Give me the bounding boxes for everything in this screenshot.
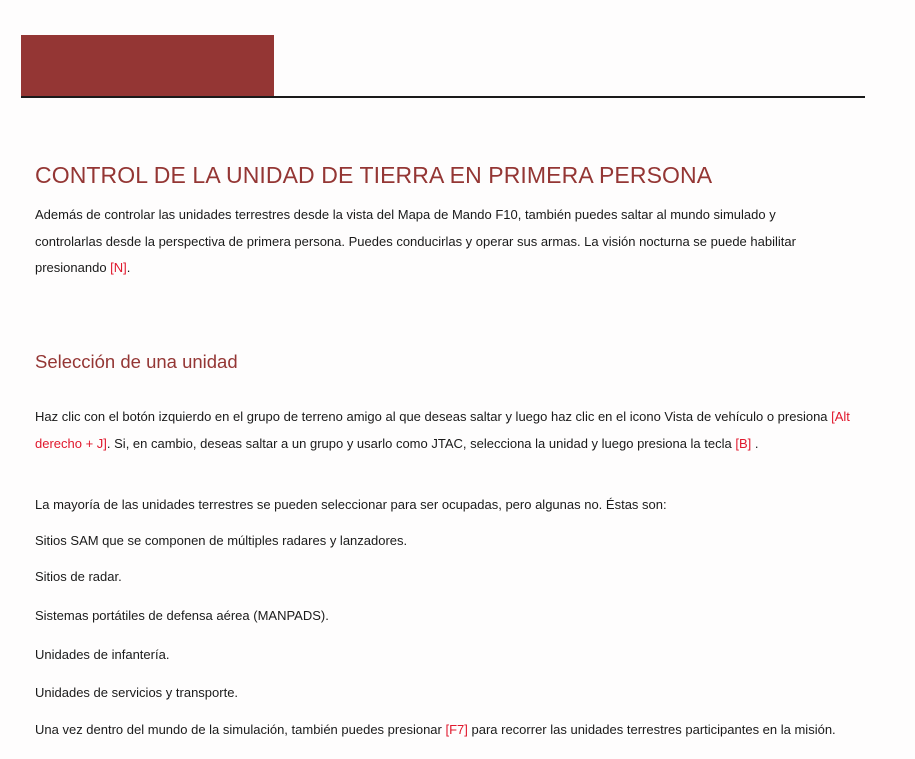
majority-paragraph: La mayoría de las unidades terrestres se pueden seleccionar para ser ocupadas, pero algunas no. Éstas son: — [35, 497, 667, 512]
final-paragraph — [35, 722, 836, 737]
selection-text-3: . — [751, 435, 759, 451]
list-item-radar-sites: Sitios de radar. — [35, 569, 122, 584]
intro-text: Además de controlar las unidades terrestres desde la vista del Mapa de Mando F10, también puedes saltar al mundo simulado y controlarlas desde la perspectiva de primera persona. Puedes conducirlas y operar sus armas. La visión nocturna se puede habilitar presionando — [35, 207, 796, 275]
list-item-manpads: Sistemas portátiles de defensa aérea (MANPADS). — [35, 608, 329, 623]
key-alt-right-j: [Alt derecho + J] — [35, 409, 850, 451]
intro-end: . — [126, 260, 131, 275]
section-title-unit-selection: Selección de una unidad — [35, 351, 238, 372]
final-text-1: Una vez dentro del mundo de la simulación, también puedes presionar — [35, 722, 446, 737]
key-night-vision: [N] — [110, 260, 127, 275]
page-title: CONTROL DE LA UNIDAD DE TIERRA EN PRIMERA PERSONA — [35, 162, 713, 188]
key-f7: [F7] — [445, 722, 468, 737]
key-b: [B] — [735, 435, 752, 451]
final-text-2: para recorrer las unidades terrestres participantes en la misión. — [467, 722, 836, 737]
selection-text-2: . Si, en cambio, deseas saltar a un grupo y usarlo como JTAC, selecciona la unidad y luego presiona la tecla — [106, 435, 736, 451]
selection-text-1: Haz clic con el botón izquierdo en el grupo de terreno amigo al que deseas saltar y luego haz clic en el icono Vista de vehículo o presiona — [35, 409, 832, 424]
list-item-service-transport: Unidades de servicios y transporte. — [35, 685, 239, 700]
list-item-sam-sites: Sitios SAM que se componen de múltiples radares y lanzadores. — [35, 533, 408, 548]
selection-paragraph — [35, 404, 855, 457]
intro-paragraph — [35, 202, 845, 282]
list-item-infantry: Unidades de infantería. — [35, 647, 170, 662]
header-color-block — [21, 35, 274, 97]
header-rule — [21, 96, 865, 98]
